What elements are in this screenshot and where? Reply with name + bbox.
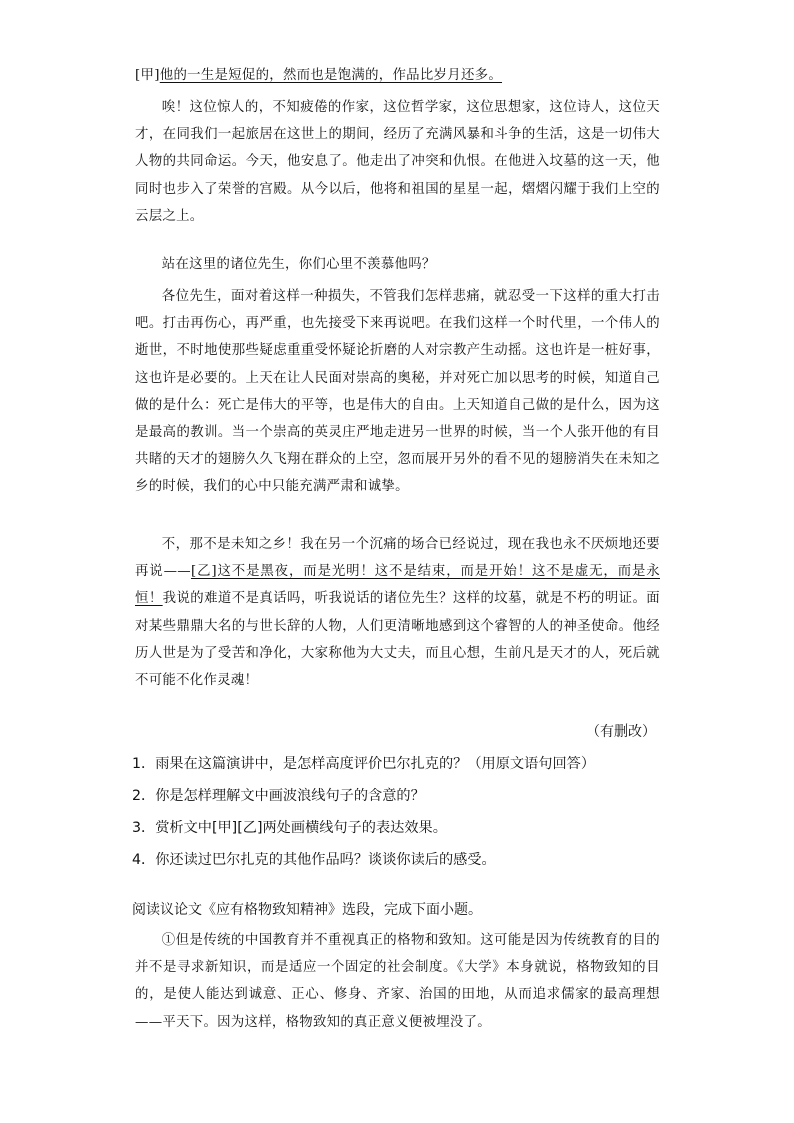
question-2: 2．你是怎样理解文中画波浪线句子的含意的？ [132,788,425,804]
paragraph-5-text-after: 我说的难道不是真话吗，听我说话的诸位先生？这样的坟墓，就是不朽的明证。面对某些鼎鼎大名的与世长辞的人物，人们更清晰地感到这个睿智的人的神圣使命。他经历人世是为了受苦和净化，大家称他为大丈夫，而且心想，生前凡是天才的人，死后就不可能不化作灵魂！ [135,591,660,689]
paragraph-jia [135,62,660,89]
question-3: 3．赏析文中[甲][乙]两处画横线句子的表达效果。 [132,820,447,836]
underlined-sentence-yi: [乙]这不是黑夜，而是光明！这不是结束，而是开始！这不是虚无，而是永恒！ [135,564,660,607]
paragraph-3: 站在这里的诸位先生，你们心里不羡慕他吗？ [161,257,436,272]
edit-note: （有删改） [586,724,656,740]
marker-jia: [甲] [135,68,160,83]
section-2-intro: 阅读议论文《应有格物致知精神》选段，完成下面小题。 [132,902,482,918]
question-4: 4．你还读过巴尔扎克的其他作品吗？谈谈你读后的感受。 [132,852,496,868]
question-1: 1．雨果在这篇演讲中，是怎样高度评价巴尔扎克的？（用原文语句回答） [132,756,596,772]
paragraph-5 [135,531,660,694]
paragraph-4: 各位先生，面对着这样一种损失，不管我们怎样悲痛，就忍受一下这样的重大打击吧。打击再伤心，再严重，也先接受下来再说吧。在我们这样一个时代里，一个伟人的逝世，不时地使那些疑虑重重受怀疑论折磨的人对宗教产生动摇。这也许是一桩好事，这也许是必要的。上天在让人民面对崇高的奥秘，并对死亡加以思考的时候，知道自己做的是什么：死亡是伟大的平等，也是伟大的自由。上天知道自己做的是什么，因为这是最高的教训。当一个崇高的英灵庄严地走进另一世界的时候，当一个人张开他的有目共睹的天才的翅膀久久飞翔在群众的上空，忽而展开另外的看不见的翅膀消失在未知之乡的时候，我们的心中只能充满严肃和诚挚。 [135,289,660,495]
section-2-paragraph-1: ①但是传统的中国教育并不重视真正的格物和致知。这可能是因为传统教育的目的并不是寻求新知识，而是适应一个固定的社会制度。《大学》本身就说，格物致知的目的，是使人能达到诚意、正心、修身、齐家、治国的田地，从而追求儒家的最高理想——平天下。因为这样，格物致知的真正意义便被埋没了。 [135,933,660,1030]
paragraph-2: 唉！这位惊人的，不知疲倦的作家，这位哲学家，这位思想家，这位诗人，这位天才，在同我们一起旅居在这世上的期间，经历了充满风暴和斗争的生活，这是一切伟大人物的共同命运。今天，他安息了。他走出了冲突和仇恨。在他进入坟墓的这一天，他同时也步入了荣誉的宫殿。从今以后，他将和祖国的星星一起，熠熠闪耀于我们上空的云层之上。 [135,100,660,224]
underlined-sentence-jia: 他的一生是短促的，然而也是饱满的，作品比岁月还多。 [159,68,503,83]
paragraph-5-text-before: 不，那不是未知之乡！我在另一个沉痛的场合已经说过，现在我也永不厌烦地还要再说—— [135,537,660,580]
